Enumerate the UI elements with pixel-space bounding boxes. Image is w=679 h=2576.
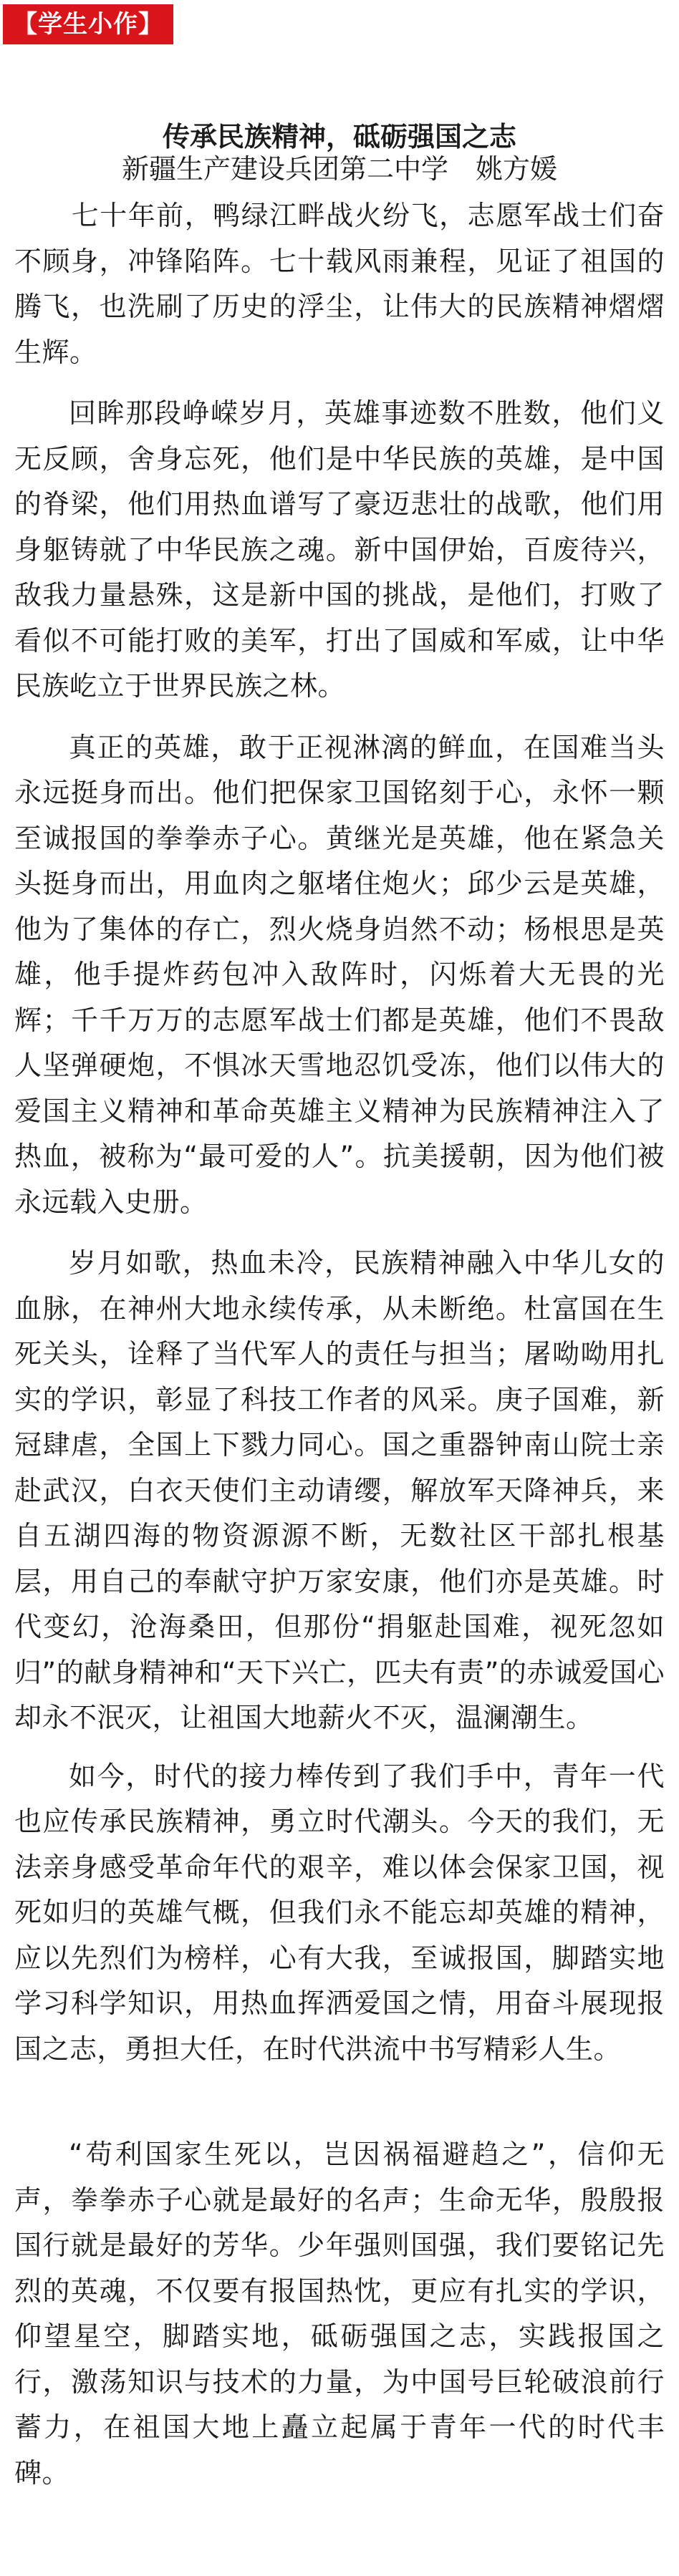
article-paragraph: 回眸那段峥嵘岁月，英雄事迹数不胜数，他们义无反顾，舍身忘死，他们是中华民族的英雄，是中国的脊梁，他们用热血谱写了豪迈悲壮的战歌，他们用身躯铸就了中华民族之魂。新中国伊始，百废待兴，敌我力量悬殊，这是新中国的挑战，是他们，打败了看似不可能打败的美军，打出了国威和军威，让中华民族屹立于世界民族之林。 — [14, 397, 665, 702]
column-badge: 【学生小作】 — [3, 4, 173, 44]
article-paragraph: 七十年前，鸭绿江畔战火纷飞，志愿军战士们奋不顾身，冲锋陷阵。七十载风雨兼程，见证了祖国的腾飞，也洗刷了历史的浮尘，让伟大的民族精神熠熠生辉。 — [14, 200, 665, 368]
article-body — [14, 193, 665, 2496]
article-paragraph: 如今，时代的接力棒传到了我们手中，青年一代也应传承民族精神，勇立时代潮头。今天的我们，无法亲身感受革命年代的艰辛，难以体会保家卫国，视死如归的英雄气概，但我们永不能忘却英雄的精神，应以先烈们为榜样，心有大我，至诚报国，脚踏实地学习科学知识，用热血挥洒爱国之情，用奋斗展现报国之志，勇担大任，在时代洪流中书写精彩人生。 — [14, 1760, 665, 2065]
article-title: 传承民族精神，砥砺强国之志 — [162, 121, 516, 153]
article-paragraph: 岁月如歌，热血未冷，民族精神融入中华儿女的血脉，在神州大地永续传承，从未断绝。杜富国在生死关头，诠释了当代军人的责任与担当；屠呦呦用扎实的学识，彰显了科技工作者的风采。庚子国难，新冠肆虐，全国上下戮力同心。国之重器钟南山院士亲赴武汉，白衣天使们主动请缨，解放军天降神兵，来自五湖四海的物资源源不断，无数社区干部扎根基层，用自己的奉献守护万家安康，他们亦是英雄。时代变幻，沧海桑田，但那份“捐躯赴国难，视死忽如归”的献身精神和“天下兴亡，匹夫有责”的赤诚爱国心却永不泯灭，让祖国大地薪火不灭，温澜潮生。 — [14, 1247, 665, 1733]
article-byline: 新疆生产建设兵团第二中学 姚方媛 — [121, 153, 557, 185]
article-paragraph: “苟利国家生死以，岂因祸福避趋之”，信仰无声，拳拳赤子心就是最好的名声；生命无华，殷殷报国行就是最好的芳华。少年强则国强，我们要铭记先烈的英魂，不仅要有报国热忱，更应有扎实的学识，仰望星空，脚踏实地，砥砺强国之志，实践报国之行，激荡知识与技术的力量，为中国号巨轮破浪前行蓄力，在祖国大地上矗立起属于青年一代的时代丰碑。 — [14, 2139, 665, 2489]
article-paragraph: 真正的英雄，敢于正视淋漓的鲜血，在国难当头永远挺身而出。他们把保家卫国铭刻于心，永怀一颗至诚报国的拳拳赤子心。黄继光是英雄，他在紧急关头挺身而出，用血肉之躯堵住炮火；邱少云是英雄，他为了集体的存亡，烈火烧身岿然不动；杨根思是英雄，他手提炸药包冲入敌阵时，闪烁着大无畏的光辉；千千万万的志愿军战士们都是英雄，他们不畏敌人坚弹硬炮，不惧冰天雪地忍饥受冻，他们以伟大的爱国主义精神和革命英雄主义精神为民族精神注入了热血，被称为“最可爱的人”。抗美援朝，因为他们被永远载入史册。 — [14, 731, 665, 1218]
